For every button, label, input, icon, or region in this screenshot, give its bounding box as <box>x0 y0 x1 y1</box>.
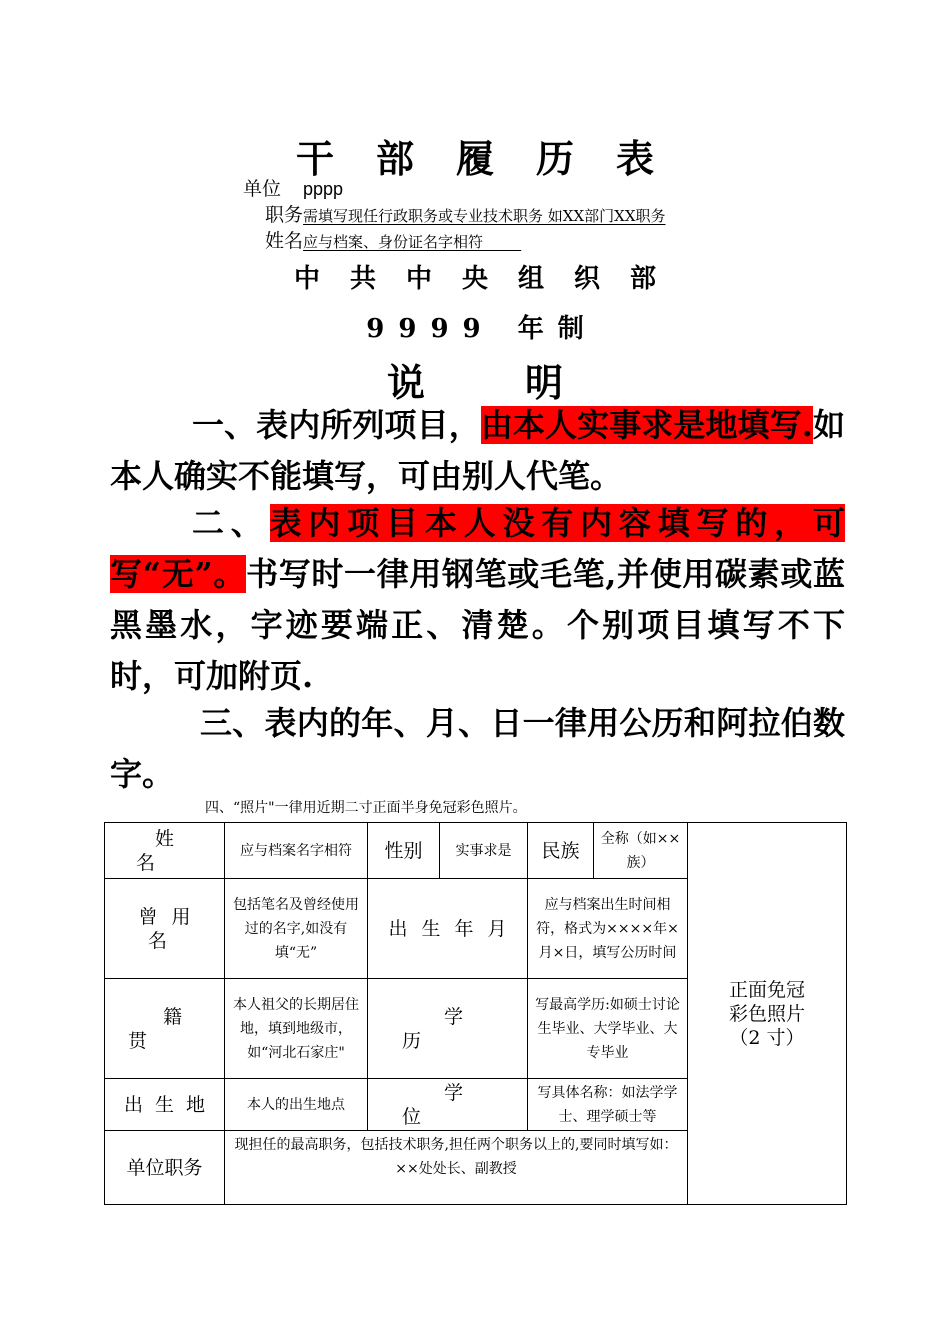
unit-row <box>243 174 343 201</box>
resume-form-table <box>104 822 847 1205</box>
name-value: 应与档案、身份证名字相符 <box>303 233 484 251</box>
document-title: 干部履历表 <box>295 136 696 181</box>
birth-field-hint[interactable]: 应与档案出生时间相符，格式为××××年×月×日，填写公历时间 <box>528 879 688 979</box>
explanation-item-3: 三、表内的年、月、日一律用公历和阿拉伯数字。 <box>110 704 845 793</box>
unit-value: pppp <box>303 179 344 199</box>
photo-box[interactable] <box>688 823 847 1205</box>
native-field-label: 籍贯 <box>105 979 225 1079</box>
birthplace-field-label: 出生地 <box>105 1079 225 1131</box>
ethnic-field-hint[interactable]: 全称（如××族） <box>594 823 688 879</box>
item1-prefix: 一、表内所列项目， <box>192 406 481 444</box>
unit-label: 单位 <box>243 178 282 200</box>
native-field-hint[interactable]: 本人祖父的长期居住地，填到地级市，如“河北石家庄" <box>225 979 368 1079</box>
item2-suffix: 书写时一律用钢笔或毛笔,并使用碳素或蓝黑墨水，字迹要端正、清楚。个别项目填写不下时，可加附页. <box>110 555 845 695</box>
explanation-item-2 <box>110 498 845 702</box>
name-label: 姓名 <box>265 230 304 252</box>
name-row <box>265 226 521 253</box>
organization: 中共中央组织部 <box>293 264 686 294</box>
item1-highlight: 由本人实事求是地填写. <box>480 406 813 444</box>
birthplace-field-hint[interactable]: 本人的出生地点 <box>225 1079 368 1131</box>
item2-highlight: 表内项目本人没有内容填写的，可写“无”。 <box>110 504 845 593</box>
gender-field-hint[interactable]: 实事求是 <box>440 823 528 879</box>
photo-line-2: 彩色照片 <box>728 1002 805 1025</box>
photo-line-3: （2 寸） <box>729 1026 805 1049</box>
used-name-field-hint[interactable]: 包括笔名及曾经使用过的名字,如没有填“无” <box>225 879 368 979</box>
explanation-item-4: 四、“照片"一律用近期二寸正面半身免冠彩色照片。 <box>205 800 527 816</box>
degree-field-label: 学位 <box>368 1079 528 1131</box>
degree-field-hint[interactable]: 写具体名称：如法学学士、理学硕士等 <box>528 1079 688 1131</box>
item1-suffix: 如本人确实不能填写，可由别人代笔。 <box>110 406 845 495</box>
name-field-label: 姓名 <box>105 823 225 879</box>
photo-line-1: 正面免冠 <box>728 978 805 1001</box>
position-label: 职务 <box>265 204 304 226</box>
position-value: 需填写现任行政职务或专业技术职务 如XX部门XX职务 <box>303 207 666 225</box>
gender-field-label: 性别 <box>368 823 440 879</box>
explanation-item-1 <box>110 400 845 502</box>
year-made: 9999 年制 <box>366 314 598 344</box>
position-row <box>265 200 666 227</box>
job-field-hint[interactable]: 现担任的最高职务，包括技术职务,担任两个职务以上的,要同时填写如：××处处长、副教授 <box>225 1131 688 1205</box>
birth-field-label: 出生年月 <box>368 879 528 979</box>
name-field-hint[interactable]: 应与档案名字相符 <box>225 823 368 879</box>
education-field-label: 学历 <box>368 979 528 1079</box>
education-field-hint[interactable]: 写最高学历:如硕士讨论生毕业、大学毕业、大专毕业 <box>528 979 688 1079</box>
explanation-title: 说明 <box>386 360 663 405</box>
ethnic-field-label: 民族 <box>528 823 594 879</box>
item2-prefix: 二、 <box>192 504 270 542</box>
used-name-field-label: 曾用名 <box>105 879 225 979</box>
job-field-label: 单位职务 <box>105 1131 225 1205</box>
